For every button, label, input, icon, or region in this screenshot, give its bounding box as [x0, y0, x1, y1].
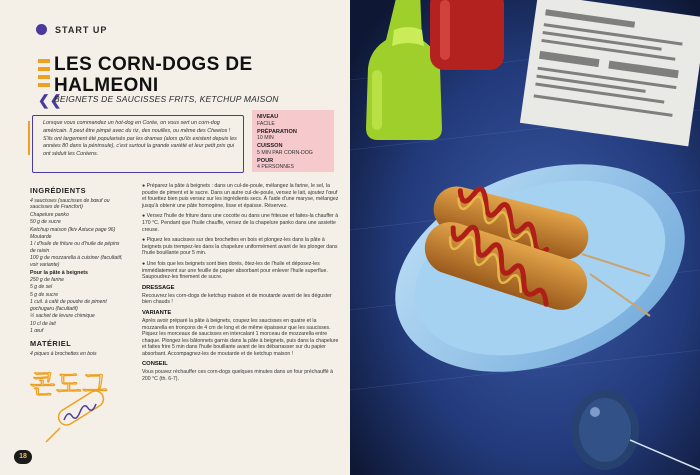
section-tag: [36, 24, 107, 35]
quote-marks-icon: ❮❮: [38, 92, 62, 108]
korean-title: 콘도그: [30, 369, 109, 399]
meta-value: 10 MIN: [257, 135, 274, 141]
batter-item: 1 œuf: [30, 327, 44, 334]
ingredient-item: 50 g de sucre: [30, 219, 61, 226]
ingredients-heading: INGRÉDIENTS: [30, 186, 87, 195]
materiel-item: 4 piques à brochettes en bois: [30, 351, 97, 358]
newspaper: [520, 0, 700, 146]
meta-label: NIVEAU: [257, 114, 279, 120]
step-text: ● Versez l'huile de friture dans une cocotte ou dans une friteuse et faites-la chauffer à 170 °C. Pendant que l'huile chauffe, versez de la chapelure panko dans une assiette creuse.: [142, 213, 339, 233]
ingredient-item: 100 g de mozzarella à cuisiner (facultatif, voir variante): [30, 255, 123, 268]
intro-text: Lorsque vous commandez un hot-dog en Corée, on vous sert un corn-dog américain. Il peut être pimpé avec du riz, des nouilles, ou même des Cheetos ! S'ils ont largement été popularisés par les dramas (alors qu'ils existent depuis les années 80 dans la péninsule), c'est surtout la grande variété et leur petit prix qui ont séduit les Coréens.: [43, 120, 237, 158]
recipe-title: LES CORN-DOGS DE HALMEONI: [54, 54, 253, 96]
ingredient-item: Moutarde: [30, 234, 52, 241]
recipe-subtitle: BEIGNETS DE SAUCISSES FRITS, KETCHUP MAISON: [54, 94, 279, 104]
dressage-heading: DRESSAGE: [142, 284, 175, 291]
conseil-text: Vous pouvez réchauffer ces corn-dogs quelques minutes dans un four préchauffé à 200 °C (th. 6-7).: [142, 369, 334, 383]
meta-label: CUISSON: [257, 143, 283, 149]
title-stripes-icon: [38, 59, 50, 93]
ingredient-item: Ketchup maison (lkiv Astuce page 96): [30, 226, 116, 233]
intro-box: [32, 115, 244, 173]
batter-item: 10 cl de lait: [30, 320, 56, 327]
variante-text: Après avoir préparé la pâte à beignets, coupez les saucisses en quatre et la mozzarella en tronçons de 4 cm de long et de même épaisseur que les saucisses. Piquez les morceaux de saucisses en intercalant 1 morceau de mozzarella entre chaque. Plongez les bâtonnets garnis dans la pâte à beignets, puis dans la chapelure et faites frire 5 min dans l'huile bouillante avant de les débarrasser sur du papier absorbant. Accompagnez-les de moutarde et de ketchup maison !: [142, 317, 339, 357]
intro-accent-bar: [28, 121, 30, 155]
recipe-meta-box: [252, 110, 334, 172]
ingredients-column: [30, 186, 126, 359]
meta-value: 4 PERSONNES: [257, 164, 294, 170]
meta-servings: [257, 158, 329, 171]
meta-label: PRÉPARATION: [257, 128, 297, 135]
meta-label: POUR: [257, 157, 274, 164]
step-text: ● Une fois que les beignets sont bien dorés, ôtez-les de l'huile et déposez-les immédiatement sur une feuille de papier absorbant pour enlever l'huile superflue. Saupoudrez-les finement de sucre.: [142, 260, 328, 281]
batter-item: 1 cuil. à café de poudre de piment gochugaru (facultatif): [30, 299, 107, 312]
conseil-heading: CONSEIL: [142, 361, 168, 368]
batter-item: 5 g de sel: [30, 284, 53, 291]
step-text: ● Piquez les saucisses sur des brochettes en bois et plongez-les dans la pâte à beignets puis trempez-les dans la chapelure uniformément avant de les plonger dans l'huile bouillante pour 5 min.: [142, 237, 338, 257]
variante-heading: VARIANTE: [142, 309, 172, 316]
step-text: ● Préparez la pâte à beignets : dans un cul-de-poule, mélangez la farine, le sel, la poudre de piment et le sucre. Dans un autre cul-de-poule, versez le lait, ajoutez l'œuf et fouettez bien puis versez sur les ingrédients secs. À l'aide d'une maryse, mélangez jusqu'à obtenir une pâte homogène, lisse et épaisse. Réservez.: [142, 183, 339, 209]
ingredient-item: 1 l d'huile de friture ou d'huile de pépins de raisin: [30, 241, 120, 254]
dressage-text: Recouvrez les corn-dogs de ketchup maison et de moutarde avant de les déguster bien chauds !: [142, 292, 332, 306]
food-photo: [350, 0, 700, 475]
corndog-illustration-icon: [40, 390, 110, 446]
page-number: 18: [14, 450, 32, 464]
meta-value: 5 MIN PAR CORN-DOG: [257, 149, 313, 156]
section-label: START UP: [55, 24, 108, 35]
meta-cook-time: [257, 143, 329, 156]
materiel-heading: MATÉRIEL: [30, 339, 72, 349]
steps-column: [142, 183, 340, 387]
corndog-photo-illustration: [350, 0, 700, 475]
ingredient-item: Chapelure panko: [30, 211, 69, 218]
glass-jar: [571, 390, 639, 470]
batter-item: 5 g de sucre: [30, 291, 59, 298]
ingredient-item: 4 saucisses (saucisses de bœuf ou saucisses de Francfort): [30, 198, 110, 211]
red-bottle: [430, 0, 504, 70]
batter-heading: Pour la pâte à beignets: [30, 270, 88, 277]
meta-value: FACILE: [257, 120, 275, 127]
section-dot-icon: [36, 24, 47, 35]
meta-difficulty: [257, 114, 329, 127]
batter-item: 250 g de farine: [30, 277, 64, 284]
batter-item: ½ sachet de levure chimique: [30, 313, 95, 320]
meta-prep-time: [257, 129, 329, 142]
